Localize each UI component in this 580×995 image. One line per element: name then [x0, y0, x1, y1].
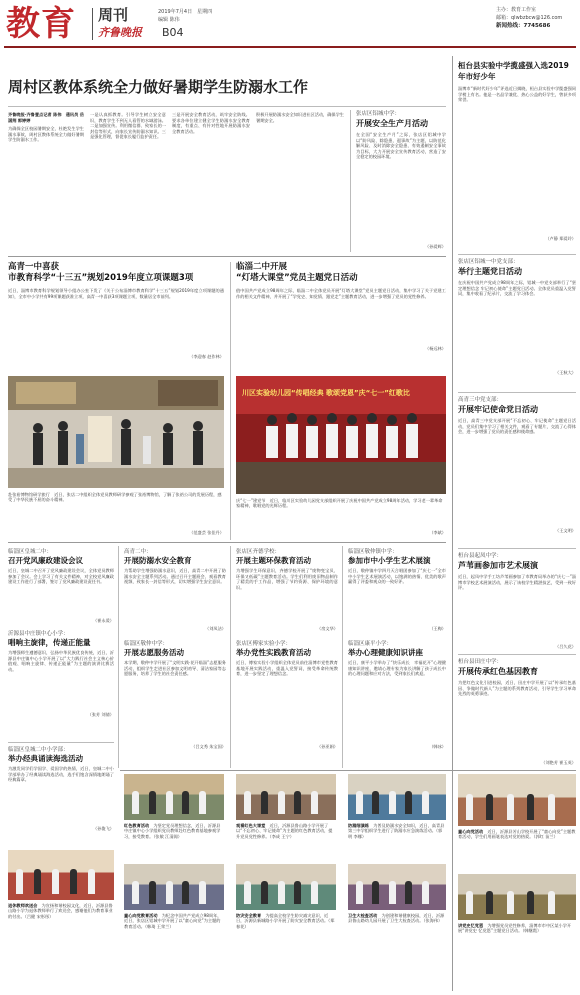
photo-figure	[182, 881, 189, 904]
article-body: 淄博市“新时代好少年”评选近日揭晓，桓台县实验中学揽盛强同学榜上有名。他是一名品学兼优、热心公益的好学生，曾获多项荣誉。	[458, 86, 576, 103]
contact-line: 邮箱：qlwbzbcw@126.com	[496, 15, 563, 21]
museum-photo-image	[8, 376, 224, 488]
grid-photo-byline: （张海伟）	[423, 918, 443, 924]
grid-photo-caption	[236, 823, 336, 863]
masthead-paper-logo: 齐鲁晚报	[98, 26, 142, 39]
item-body: 近日，皇城二中召开了党风廉政建设会议，全体党员教师参加了会议。会上学习了有关文件精神，对全校党风廉政建设工作进行了部署，签订了党风廉政建设责任书。	[8, 568, 114, 585]
grid-photo	[236, 774, 336, 820]
masthead-rule	[4, 46, 576, 48]
item-body: 为激发同学们学国学、爱国学的热情，近日，皇城二中小学部举办了经典诵读海选活动，选手们饱含深情地朗诵了经典篇章。	[8, 766, 114, 783]
grid-photo-body: 为增强党员党性修养，淄博市市中区某小学开展“讲党史 忆党恩”主题党日活动。	[458, 923, 572, 934]
article-byline: （王秋大）	[555, 370, 576, 375]
photo-figure	[199, 881, 206, 904]
column-divider	[230, 546, 231, 768]
item-byline: （吕文秀 朱宝国）	[191, 744, 226, 749]
item-byline: （房文华）	[317, 626, 338, 631]
item-tag: 张店区傅家实验小学：	[236, 641, 292, 647]
grid-photo	[124, 864, 224, 910]
main-para: 三是开展安全教育活动，筑牢安全防线。要求各单位建立健全学生防溺水安全教育制度，有重点、有针对性地开展防溺水安全教育活动。	[172, 112, 250, 134]
grid-photo-byline: （李成 王宁）	[269, 833, 294, 839]
article-title: 高青一中喜获 市教育科学“十三五”规划2019年度立项课题3项	[8, 262, 194, 283]
photo-caption-byline: （李斌）	[429, 530, 446, 535]
right-column-divider	[452, 56, 453, 991]
section-rule	[458, 392, 576, 393]
article-tag: 张店区铝城中学：	[356, 111, 401, 117]
article-right-3	[458, 396, 576, 536]
section-rule	[8, 256, 446, 257]
photo-figure	[278, 791, 285, 814]
photo-figure	[244, 791, 251, 814]
item-col-a	[8, 548, 114, 722]
item-title: 举办党性实践教育活动	[236, 648, 311, 657]
item-byline: （孙俊飞）	[93, 826, 114, 831]
item-block	[348, 640, 446, 758]
photo-figure	[527, 891, 534, 914]
photo-figure	[422, 881, 429, 904]
photo-figure	[70, 869, 77, 894]
item-col-d	[348, 548, 446, 758]
article-body: 在全国“安全生产月”之际，张店区铝城中学以“防风险、除隐患、遏事故”为主题，以防范化解风险、及时消除安全隐患、有效遏制安全事故为目标，大力开展安全宣传教育活动，营造了安全稳定的校园环境。	[356, 132, 446, 160]
grid-photo-byline: （郭红 苗兰）	[533, 834, 558, 840]
photo-figure	[466, 891, 473, 914]
article-title: 芦苇画参加市艺术展演	[458, 561, 538, 570]
main-headline: 周村区教体系统全力做好暑期学生防溺水工作	[8, 78, 309, 96]
grid-photo-title: 童心向党教育活动	[124, 913, 162, 918]
photo-figure	[16, 869, 23, 894]
photo-figure	[261, 881, 268, 904]
item-body: 近日，康平小学举办了“快乐成长 幸福花开”心理健康知识讲座，邀请心理专家为家长讲解了孩子成长中的心理问题和应对方法，受到家长们欢迎。	[348, 660, 446, 677]
article-tag: 高青三中党支部：	[458, 397, 503, 403]
main-headline-rule	[8, 106, 446, 107]
item-title: 举办经典诵读海选活动	[8, 754, 83, 763]
grid-photo-byline: （张敏 江清阁）	[153, 833, 182, 839]
item-body: 为帮助学生增强防溺水意识，近日，高青二中开展了防溺水安全主题系列活动。通过召开主题班会、观看教育视频、致家长一封信等形式，切实增强学生安全意识。	[124, 568, 226, 585]
grid-photo-title: 观看红色大课堂	[236, 823, 270, 828]
photo-figure	[548, 891, 555, 914]
masthead-contacts	[496, 6, 578, 30]
item-body: 本学期，敬仲中学开展了“文明实践·花开临淄”志愿服务活动，组织学生走进社区参加文明劝导、清洁家园等志愿服务，培养了学生的社会责任感。	[124, 660, 226, 677]
grid-photo	[8, 850, 114, 900]
article-title: 开展牢记使命党日活动	[458, 405, 538, 414]
main-para: 一是认真抓教育。引导学生树立安全意识，教育学生不到无人看管的水域游泳。二是加强宣传。利用微信群、致家长的一封信等形式，向家长宣传防溺水知识。三是强化管理，督促家长履行监护责任。	[90, 112, 166, 140]
section-rule	[458, 254, 576, 255]
section-rule	[458, 548, 576, 549]
article-tag: 桓台县田庄中学：	[458, 659, 503, 665]
grid-photo-caption	[348, 823, 446, 863]
photo-figure	[372, 881, 379, 904]
item-block	[124, 640, 226, 758]
article-byline: （杨远林）	[425, 346, 446, 351]
photo-figure	[199, 791, 206, 814]
photo-figure	[466, 794, 473, 820]
photo-figure	[294, 881, 301, 904]
article-body: 值中国共产党成立98周年之际，临淄二中全体党员开展“灯塔大课堂”党员主题党日活动，集中学习了关于党建工作的相关文件精神，并开展了“学党史、知党情、跟党走”主题教育活动，进一步增强了党员的党性修养。	[236, 288, 446, 299]
article-byline: （王文明）	[555, 528, 576, 533]
main-byline: 齐鲁晚报·齐鲁壹点记者 陈伟 通讯员 岳涵荆 郭婷婷	[8, 112, 84, 123]
grid-photo-caption	[348, 913, 446, 953]
photo-figure	[486, 794, 493, 820]
grid-photo-title: 退休教师欢送会	[8, 903, 42, 908]
article-right-top	[458, 60, 576, 252]
item-body: 近日，敬仲镇中学四月天合唱团参加了“庆七一”全市中小学生艺术展演活动，以饱满的热情、优美的歌声赢得了评委和观众的一致好评。	[348, 568, 446, 585]
article-right-2	[458, 258, 576, 380]
photo-figure	[261, 791, 268, 814]
photo-figure	[132, 791, 139, 814]
masthead-page-number: B04	[162, 26, 184, 39]
article-right-5	[458, 658, 576, 768]
contact-line: 主办：教育工作室	[496, 7, 537, 13]
article-byline: （李迎春 赵作林）	[189, 354, 224, 359]
photo-figure	[372, 791, 379, 814]
item-title: 开展防溺水安全教育	[124, 556, 192, 565]
article-title: 桓台县实验中学揽盛强入选2019年市好少年	[458, 61, 569, 81]
grid-photo-body: 为坚定党员理想信念，近日，沂源县中庄镇中心小学组织党员教师赴红色教育基地参观学习，接受教育。	[124, 823, 221, 839]
grid-photo-body: 近日，沂源县鲁山路小学开展了以“不忘初心、牢记使命”为主题的红色教育活动，提升党员党性修养。	[236, 823, 333, 839]
article-gaoqing	[8, 262, 224, 374]
photo-figure	[52, 869, 59, 894]
grid-photo-body: 为普及防溺水安全知识，近日，高青县第三中学组织学生进行了防溺水应急演练活动。	[348, 823, 445, 834]
grid-photo-title: 卫生大检查活动	[348, 913, 382, 918]
article-body: 在庆祝中国共产党成立98周年之际，铝城一中党支部举行了“坚定理想信念 牢记初心使命”主题党日活动。全体党员重温入党誓词，集中收看了纪录片，交流了学习体会。	[458, 280, 576, 297]
column-divider	[230, 262, 231, 540]
grid-photo	[348, 864, 446, 910]
item-title: 举办心理健康知识讲座	[348, 648, 423, 657]
column-divider	[350, 110, 351, 252]
grid-photo-title: 红色教育活动	[124, 823, 154, 828]
grid-photo	[236, 864, 336, 910]
article-body: 近日，淄博市教育科学规划领导小组办公室下发了《关于公布淄博市教育科学“十三五”规划2019年度立项课题的通知》，全市中小学共有99项课题获准立项，高青一中喜获3项课题立项，数量居全市前列。	[8, 288, 224, 299]
grid-photo-title: 童心向党活动	[458, 829, 488, 834]
item-block	[348, 548, 446, 640]
photo-figure	[88, 869, 95, 894]
item-tag: 临淄区康平小学：	[348, 641, 393, 647]
photo-figure	[294, 791, 301, 814]
item-byline: （刘凤洁）	[205, 626, 226, 631]
item-tag: 临淄区敬仲中学：	[124, 641, 169, 647]
item-title: 开展志愿服务活动	[124, 648, 184, 657]
item-tag: 沂源县中庄镇中心小学：	[8, 631, 69, 637]
article-title: 开展传承红色基因教育	[458, 667, 538, 676]
photo-figure	[527, 794, 534, 820]
grid-photo-body: 为提高全校学生防灾减灾意识，近日，沂源县新城路小学开展了防灾安全教育活动。	[236, 913, 329, 924]
grid-photo-title: 讲党史忆党恩	[458, 923, 488, 928]
masthead-section: 周刊	[98, 6, 129, 24]
photo-figure	[405, 791, 412, 814]
contact-line: 新闻热线：7745686	[496, 23, 551, 29]
item-block	[124, 548, 226, 640]
item-byline: （崔永爱）	[93, 618, 114, 623]
masthead-divider	[92, 8, 93, 40]
photo-museum-visit	[8, 376, 224, 488]
item-col-c	[236, 548, 338, 758]
photo-figure	[244, 881, 251, 904]
grid-photo-caption	[458, 923, 576, 963]
grid-photo-body: 近日，沂源县芳山学校开展了“童心向党”主题教育活动，学生们用画笔表达对党的热爱。	[458, 829, 576, 840]
item-byline: （王梅）	[429, 626, 446, 631]
grid-photo-caption	[124, 823, 224, 863]
item-byline: （孙亚娟）	[317, 744, 338, 749]
article-tag: 张店区铝城一中党支部：	[458, 259, 519, 265]
grid-photo-title: 防溺细演练	[348, 823, 374, 828]
photo-caption-byline: （范盛芸 张佳丹）	[189, 530, 224, 535]
item-title: 开展主题环保教育活动	[236, 556, 311, 565]
grid-photo-byline: （韩琦 王荣兰）	[144, 923, 174, 929]
article-body: 为把红色文化引进校园，近日，田庄中学开展了以“传承红色基因、争做时代新人”为主题的系列教育活动，引导学生学习革命先烈的英勇事迹。	[458, 680, 576, 697]
photo-figure	[507, 891, 514, 914]
photo-figure	[34, 869, 41, 894]
column-divider	[342, 546, 343, 768]
grid-photo-caption	[8, 903, 114, 995]
item-block	[236, 548, 338, 640]
photo-figure	[166, 881, 173, 904]
grid-photo	[348, 774, 446, 820]
grid-photo-byline: （郭明 李娜）	[348, 828, 443, 839]
grid-photo-body: 为创建和谐健康校园，近日，沂源县鲁山路幼儿园开展了卫生大检查活动。	[348, 913, 445, 924]
photo-figure	[149, 881, 156, 904]
article-body: 近日，起凤中学手工坊芦苇画参加了市教育局举办的“庆七一”淄博市学校艺术展演活动，展示了该校学生精湛技艺，受到一致好评。	[458, 574, 576, 591]
item-tag: 高青二中：	[124, 549, 152, 555]
photo-figure	[389, 791, 396, 814]
section-rule	[458, 654, 576, 655]
photo-figure	[311, 791, 318, 814]
item-byline: （张芳 刘倩）	[87, 712, 114, 717]
grid-photo-body: 为宣扬和谐校园文化，近日，沂源县鲁山路小学为退休教师举行了欢送会，感谢他们为教育事业的付出。	[8, 903, 113, 919]
item-block	[8, 630, 114, 722]
photo-figure	[422, 791, 429, 814]
section-rule	[120, 770, 576, 771]
article-byline: （吕久花）	[555, 644, 576, 649]
article-title: 举行主题党日活动	[458, 267, 522, 276]
photo-figure	[182, 791, 189, 814]
grid-photo	[458, 774, 576, 826]
grid-photo-title: 防灾安全教育	[236, 913, 266, 918]
grid-photo-byline: （吕健 宋彤彤）	[24, 913, 54, 919]
article-body: 近日，高青三中党支部开展“不忘初心、牢记使命”主题党日活动，党员们集中学习了相关文件，观看了专题片，交流了心得体会，进一步增强了党员的责任感和使命感。	[458, 418, 576, 435]
main-para: 为确保全区校园暑期安全，杜绝发生学生溺水事故，周村区教体系统全力做好暑期学生防溺水工作。	[8, 126, 84, 143]
item-tag: 临淄区皇城二中：	[8, 549, 53, 555]
photo-caption: 赴张裕博物馆研学旅行 近日，张店二中组织全体党员教师研学参观了张裕博物馆，了解了张裕公司的发展历程，感受了中华民族不屈的奋斗精神。	[8, 492, 222, 503]
item-block	[236, 640, 338, 758]
photo-figure	[149, 791, 156, 814]
grid-photo-caption	[124, 913, 224, 953]
grid-photo	[458, 874, 576, 920]
item-title: 唱响主旋律，传递正能量	[8, 638, 91, 647]
item-body: 为增强学生环保意识，齐德学校开展了“废物变宝贝、环保又低碳”主题教育活动。学生们利用废旧物品制作了精美的手工作品，增强了节约资源、保护环境的意识。	[236, 568, 338, 590]
photo-figure	[356, 881, 363, 904]
grid-photo-body: 为纪念中国共产党成立98周年，近日，张店区铝城中学开展了以“童心向党”为主题的教育活动。	[124, 913, 222, 929]
photo-caption: 庆“七一”建党节 近日，临川区实验幼儿园党支部组织开展了庆祝中国共产党成立98周年活动，学习老一辈革命家精神，歌唱党的光辉历程。	[236, 498, 443, 509]
section-rule	[8, 542, 446, 543]
photo-figure	[278, 881, 285, 904]
article-zhangdian	[356, 110, 446, 250]
photo-kindergarten-stage	[236, 376, 446, 494]
photo-figure	[548, 794, 555, 820]
grid-photo-caption	[236, 913, 336, 953]
photo-figure	[507, 794, 514, 820]
item-byline: （韩冰）	[429, 744, 446, 749]
photo-figure	[166, 791, 173, 814]
article-linzi	[236, 262, 446, 372]
item-title: 召开党风廉政建设会议	[8, 556, 83, 565]
section-rule	[8, 742, 114, 743]
grid-photo-caption	[458, 829, 576, 869]
article-title: 临淄二中开展 “灯塔大课堂”党员主题党日活动	[236, 262, 358, 283]
item-tag: 临淄区皇城二中小学部：	[8, 747, 69, 753]
item-block	[8, 548, 114, 630]
grid-photo	[124, 774, 224, 820]
grid-photo-byline: （郑春花）	[236, 918, 335, 929]
photo-figure	[311, 881, 318, 904]
photo-figure	[486, 891, 493, 914]
photo-figure	[132, 881, 139, 904]
stage-banner-text: 川区实验幼儿园“传唱经典 歌颂党恩”庆“七一”红歌比	[242, 389, 410, 397]
photo-figure	[389, 881, 396, 904]
photo-figure	[356, 791, 363, 814]
masthead-editor: 编辑 陈伟	[158, 17, 180, 23]
main-para: 积极开展防溺水安全知识进社区活动，确保学生暑期安全。	[256, 112, 344, 123]
article-tag: 桓台县起凤中学：	[458, 553, 503, 559]
item-body: 为增强师生遵德意识，弘扬中华民族优良传统，近日，沂源县中庄镇中心小学开展了以“大力践行社会主义核心价值观、唱响主旋律、传递正能量”为主题的演讲比赛活动。	[8, 650, 114, 672]
article-byline: （卢静 郑爱玲）	[545, 236, 576, 241]
article-right-4	[458, 552, 576, 652]
grid-photo-byline: （韩继霞）	[522, 928, 542, 934]
item-tag: 张店区齐德学校：	[236, 549, 281, 555]
photo-figure	[405, 881, 412, 904]
item-title: 参加市中小学生艺术展演	[348, 556, 431, 565]
item-col-a-bottom	[8, 746, 114, 846]
article-byline: （刘艳芳 崔玉英）	[541, 760, 576, 765]
item-body: 近日，傅家实验小学组织全体党员前往淄博市党性教育基地开展实践活动，重温入党誓词，接受革命传统教育，进一步坚定了理想信念。	[236, 660, 338, 677]
item-col-b	[124, 548, 226, 758]
column-divider	[118, 546, 119, 768]
masthead-date: 2019年7月4日 星期四	[158, 9, 213, 15]
item-tag: 临淄区敬仲镇中学：	[348, 549, 398, 555]
article-title: 开展安全生产月活动	[356, 119, 428, 128]
article-byline: （孙爱辉）	[425, 244, 446, 249]
masthead-big-title: 教育	[6, 4, 76, 44]
